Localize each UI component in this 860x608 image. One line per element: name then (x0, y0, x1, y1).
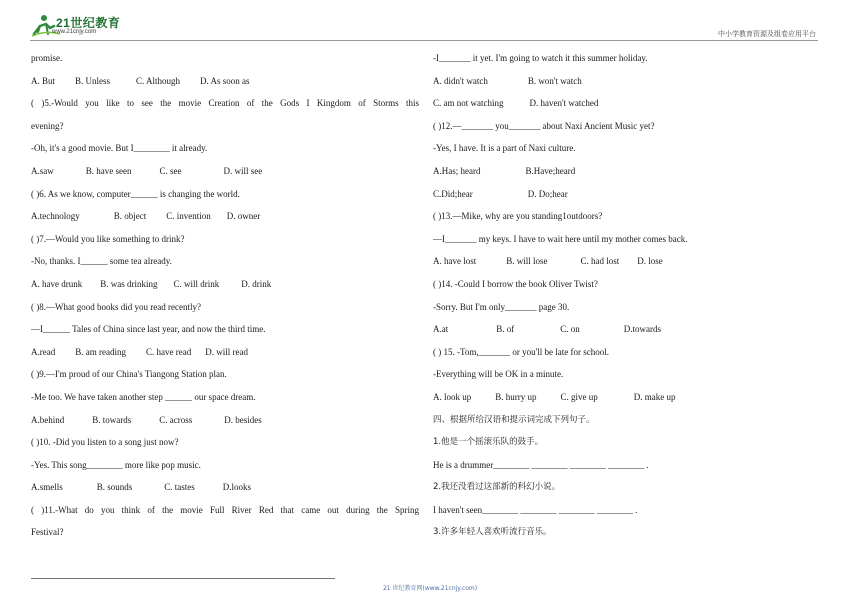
chinese-prompt-line: 2.我还没看过这部新的科幻小说。 (433, 482, 561, 493)
option-c: C. had lost (580, 256, 620, 267)
options-line (31, 273, 419, 296)
option-a: A.Has; heard (433, 165, 481, 176)
question-line: ( )5.-Would you like to see the movie Creation of the Gods I Kingdom of Storms this (31, 98, 419, 109)
option-a: A. didn't watch (433, 75, 488, 86)
option-a: A. look up (433, 391, 472, 402)
option-d: D. besides (224, 414, 262, 425)
question-line: -Everything will be OK in a minute. (433, 369, 564, 380)
option-b: B. will lose (506, 256, 548, 267)
option-b: B. won't watch (527, 75, 582, 86)
question-line: promise. (31, 53, 63, 63)
option-d: D. drink (241, 278, 272, 289)
left-column (31, 47, 419, 544)
question-line: ( )6. As we know, computer______ is changing the world. (31, 188, 240, 199)
question-line: ( )14. -Could I borrow the book Oliver Twist? (433, 278, 598, 289)
option-d: D. will see (223, 165, 263, 176)
options-line (31, 476, 419, 499)
options-line (433, 183, 823, 206)
question-line: evening? (31, 120, 64, 131)
option-b: D. haven't watched (529, 98, 599, 109)
options-line (433, 70, 823, 93)
header-platform-name: 中小学教育资源及组卷应用平台 (718, 30, 816, 38)
question-line: ( )9.—I'm proud of our China's Tiangong Station plan. (31, 369, 227, 380)
option-b: B. Unless (75, 75, 111, 86)
option-c: C. invention (166, 211, 211, 222)
option-a: A. have lost (433, 256, 477, 267)
question-line: -Sorry. But I'm only_______ page 30. (433, 301, 570, 312)
option-b: B. was drinking (100, 278, 158, 289)
option-d: D. As soon as (200, 75, 250, 86)
page-header (0, 0, 860, 44)
chinese-prompt-line: 四、根据所给汉语和提示词完成下列句子。 (433, 414, 595, 425)
option-c: C. across (159, 414, 193, 425)
option-d: D. lose (637, 256, 663, 267)
chinese-prompt-line: 3.许多年轻人喜欢听流行音乐。 (433, 527, 552, 538)
options-line (31, 205, 419, 228)
logo-subtitle: www.21cnjy.com (52, 29, 97, 35)
question-line: ( )8.—What good books did you read recently? (31, 301, 201, 312)
option-a: A.saw (31, 165, 54, 176)
footer-divider (31, 578, 335, 579)
options-line (433, 92, 823, 115)
question-line: -I_______ it yet. I'm going to watch it this summer holiday. (433, 53, 648, 63)
option-b: B. object (113, 211, 147, 222)
option-d: D. will read (205, 346, 248, 357)
options-line (433, 386, 823, 409)
question-line: -Oh, it's a good movie. But I________ it already. (31, 143, 208, 154)
option-d: D. owner (226, 211, 261, 222)
question-line: He is a drummer________ ________ ________ ________ . (433, 459, 649, 470)
option-b: B. towards (92, 414, 132, 425)
option-b: B. sounds (96, 482, 133, 493)
right-column (433, 47, 823, 544)
option-a: A.technology (31, 211, 80, 222)
option-a: A.at (433, 324, 449, 335)
logo-text: 21世纪教育 (56, 16, 121, 30)
options-line (31, 341, 419, 364)
options-line (31, 409, 419, 432)
question-line: ( )13.—Mike, why are you standing1outdoors? (433, 211, 603, 222)
option-c: C. will drink (173, 278, 220, 289)
option-c: C. Although (136, 75, 181, 86)
option-c: C. see (159, 165, 182, 176)
question-line: ( )7.—Would you like something to drink? (31, 233, 185, 244)
option-d: D.looks (222, 482, 252, 493)
options-line (433, 160, 823, 183)
question-line: ( )10. -Did you listen to a song just now? (31, 437, 179, 448)
option-a: A.read (31, 346, 56, 357)
option-b: B. hurry up (495, 391, 537, 402)
option-a: C.Did;hear (433, 188, 473, 199)
option-c: C. tastes (164, 482, 195, 493)
header-divider (30, 40, 818, 41)
question-line: Festival? (31, 527, 64, 538)
option-b: B. of (496, 324, 515, 335)
option-a: C. am not watching (433, 98, 504, 109)
question-line: ( ) 15. -Tom,_______ or you'll be late for school. (433, 346, 609, 357)
options-line (31, 160, 419, 183)
option-a: A. But (31, 75, 56, 86)
option-d: D. make up (633, 391, 676, 402)
option-c: C. give up (560, 391, 598, 402)
question-line: ( )12.—_______ you_______ about Naxi Ancient Music yet? (433, 120, 655, 131)
option-b: B.Have;heard (525, 165, 576, 176)
question-line: —I______ Tales of China since last year, and now the third time. (31, 324, 266, 335)
option-a: A.smells (31, 482, 63, 493)
question-line: -Yes. This song________ more like pop music. (31, 459, 201, 470)
option-a: A.behind (31, 414, 65, 425)
option-b: D. Do;hear (527, 188, 568, 199)
question-line: -Me too. We have taken another step ______ our space dream. (31, 391, 256, 402)
question-line: ( )11.-What do you think of the movie Full River Red that came out during the Spring (31, 504, 419, 515)
option-a: A. have drunk (31, 278, 83, 289)
chinese-prompt-line: 1.他是一个摇滚乐队的鼓手。 (433, 437, 544, 448)
options-line (31, 70, 419, 93)
options-line (433, 318, 823, 341)
footer-source: 21 世纪教育网(www.21cnjy.com) (382, 585, 478, 592)
option-c: C. have read (146, 346, 192, 357)
option-b: B. have seen (85, 165, 132, 176)
question-line: I haven't seen________ ________ ________ ________ . (433, 504, 638, 515)
option-d: D.towards (623, 324, 662, 335)
question-line: —I_______ my keys. I have to wait here until my mother comes back. (433, 233, 688, 244)
question-line: -No, thanks. I______ some tea already. (31, 256, 172, 267)
option-b: B. am reading (75, 346, 126, 357)
options-line (433, 250, 823, 273)
question-line: -Yes, I have. It is a part of Naxi culture. (433, 143, 576, 154)
option-c: C. on (560, 324, 580, 335)
